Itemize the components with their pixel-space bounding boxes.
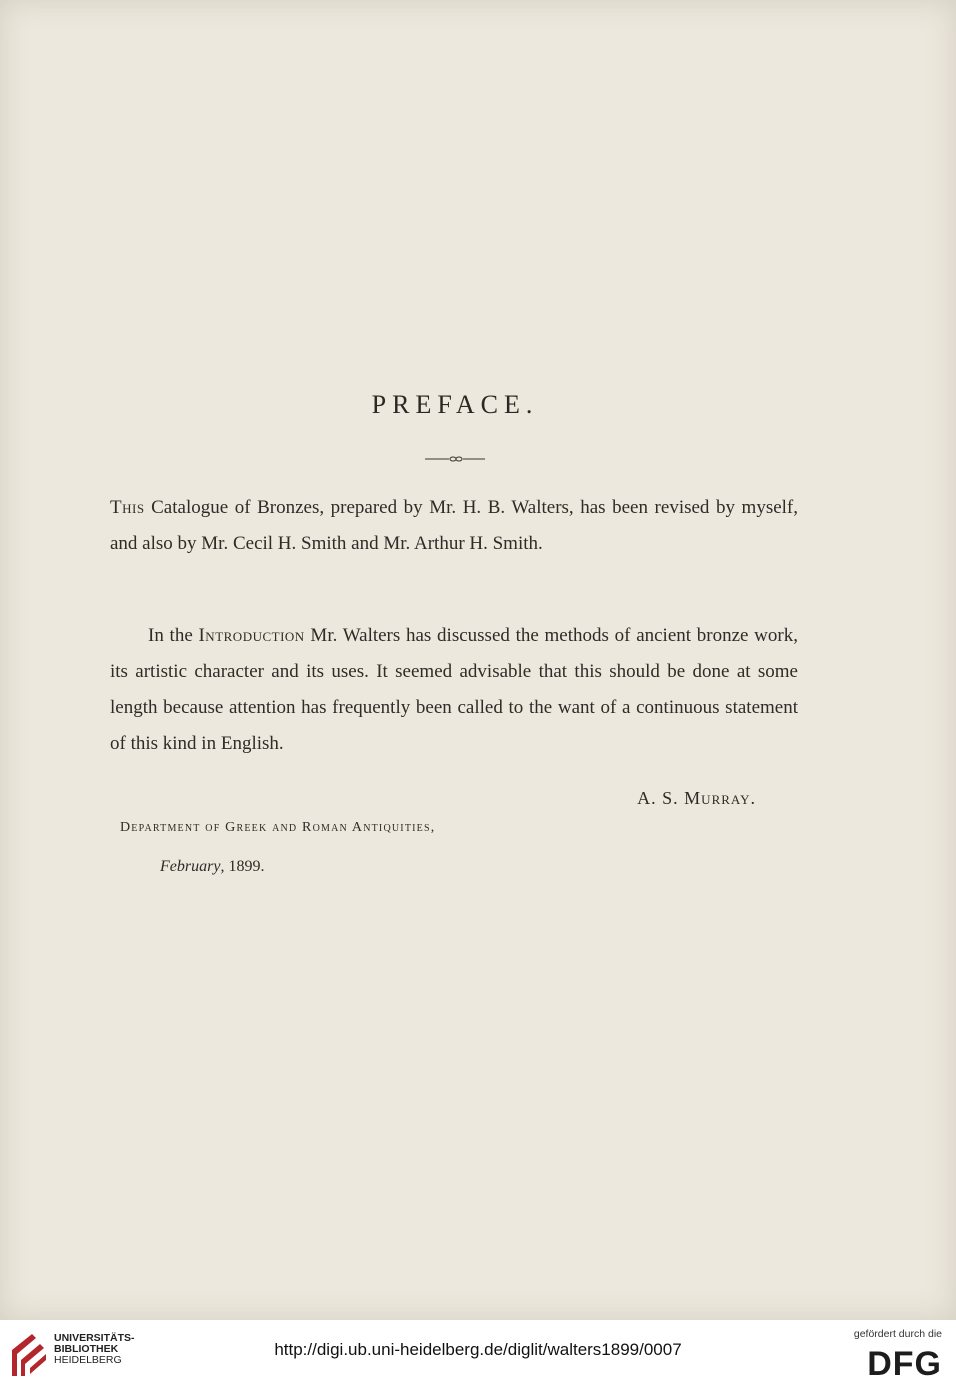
dfg-logo[interactable]: DFG [867, 1345, 942, 1383]
viewer-footer [0, 1320, 956, 1389]
paragraph-2-after: Mr. Walters has discussed the methods of ancient bronze work, its artistic character and its uses. It seemed advisable that this should be done at some length because attention has frequently been called to the want of a continuous statement of this kind in English. [110, 625, 798, 754]
library-line-2: BIBLIOTHEK [54, 1343, 119, 1355]
preface-paragraph-2 [110, 618, 798, 762]
ornament-divider-icon [425, 454, 485, 464]
author-signature: A. S. Murray. [637, 788, 756, 808]
paragraph-2-before: In the [148, 625, 199, 646]
paragraph-1-lead: This [110, 497, 145, 518]
paragraph-1-text: Catalogue of Bronzes, prepared by Mr. H. B. Walters, has been revised by myself, and also by Mr. Cecil H. Smith and Mr. Arthur H. Smith. [110, 497, 798, 554]
date-year: , 1899. [220, 858, 265, 875]
permalink-url[interactable]: http://digi.ub.uni-heidelberg.de/diglit/walters1899/0007 [274, 1340, 682, 1359]
paragraph-2-smallcaps: Introduction [198, 625, 305, 646]
preface-paragraph-1 [110, 490, 798, 562]
library-line-3: HEIDELBERG [54, 1354, 122, 1366]
date-line [160, 858, 264, 876]
date-month: February [160, 858, 221, 875]
department-line: Department of Greek and Roman Antiquities, [120, 820, 436, 835]
funded-by-text: gefördert durch die [853, 1328, 942, 1340]
library-line-1: UNIVERSITÄTS- [54, 1332, 135, 1344]
page-title: PREFACE. [371, 390, 539, 419]
